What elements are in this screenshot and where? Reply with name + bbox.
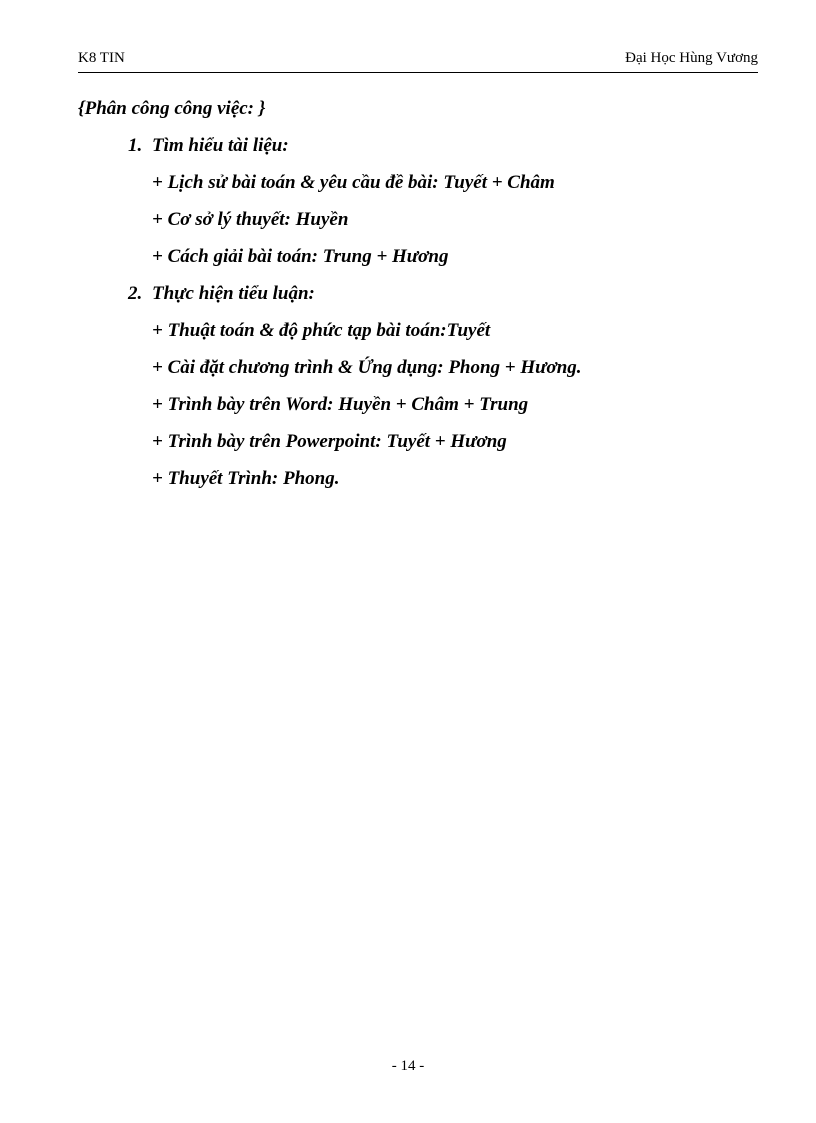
- list-item: + Thuật toán & độ phức tạp bài toán:Tuyết: [152, 320, 491, 341]
- section-number: 1.: [128, 135, 143, 156]
- header-university-label: Đại Học Hùng Vương: [625, 50, 758, 66]
- section-number: 2.: [128, 283, 143, 304]
- section-title-text: Thực hiện tiểu luận:: [152, 283, 315, 304]
- list-item: + Trình bày trên Word: Huyền + Châm + Trung: [152, 394, 529, 415]
- list-item: + Trình bày trên Powerpoint: Tuyết + Hương: [152, 431, 507, 452]
- document-body: [78, 96, 758, 503]
- list-item: + Thuyết Trình: Phong.: [152, 468, 340, 489]
- page-number: - 14 -: [391, 1058, 425, 1074]
- section-title-text: Tìm hiểu tài liệu:: [152, 135, 289, 156]
- list-item: + Cơ sở lý thuyết: Huyền: [152, 209, 349, 230]
- task-assignment-heading: {Phân công công việc: }: [78, 98, 266, 119]
- section-title-1: [78, 133, 758, 170]
- section-title-2: [78, 281, 758, 318]
- list-item: + Lịch sử bài toán & yêu cầu đề bài: Tuyết + Châm: [152, 172, 555, 193]
- list-item: + Cài đặt chương trình & Ứng dụng: Phong + Hương.: [152, 357, 582, 378]
- header-class-label: K8 TIN: [78, 50, 125, 66]
- page-header: [78, 50, 758, 73]
- list-item: + Cách giải bài toán: Trung + Hương: [152, 246, 449, 267]
